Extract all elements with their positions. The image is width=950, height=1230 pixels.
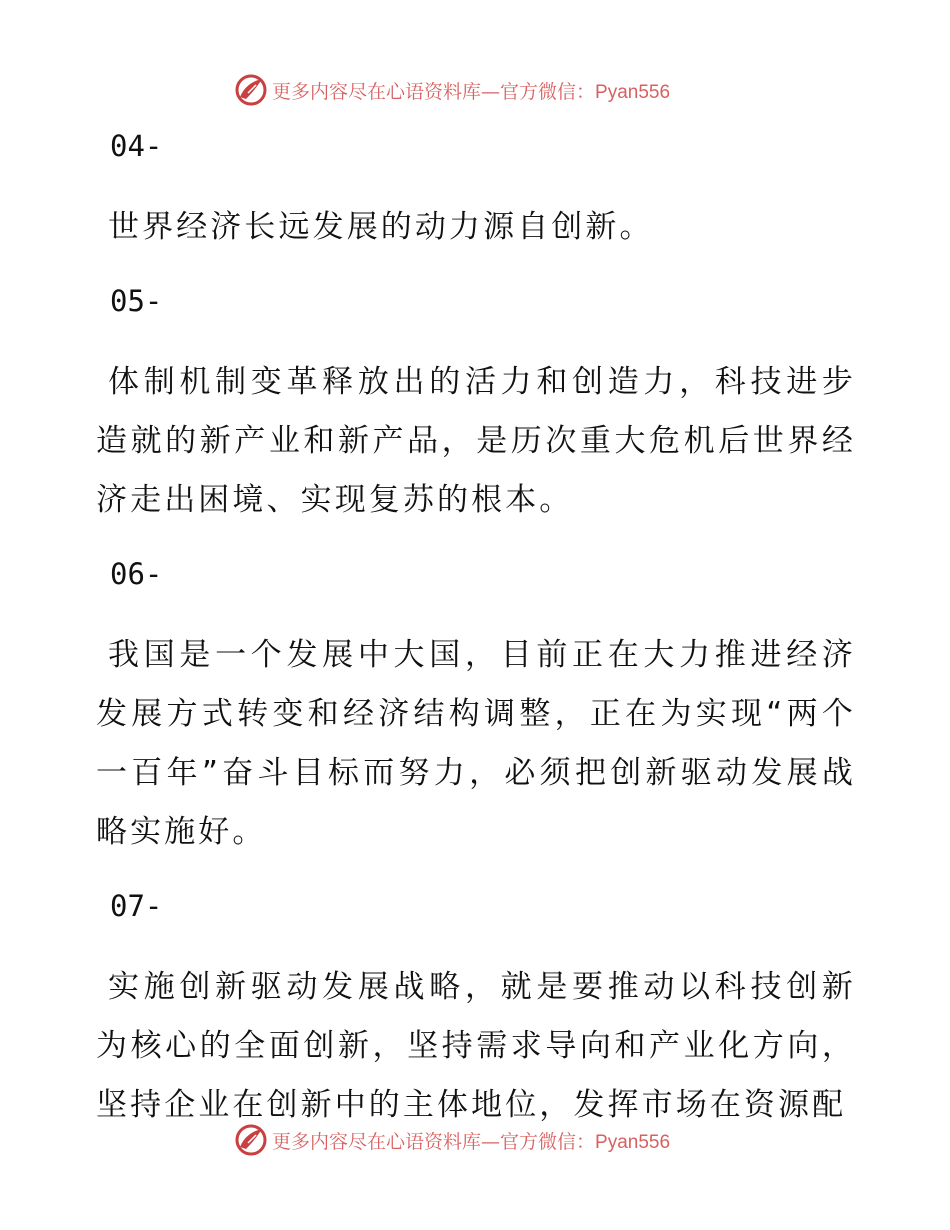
section-number: 07- [110,889,163,923]
section-paragraph: 体制机制变革释放出的活力和创造力，科技进步造就的新产业和新产品，是历次重大危机后世界经济走出困境、实现复苏的根本。 [96,364,856,518]
document-body [96,122,856,1155]
watermark-text: 更多内容尽在心语资料库—官方微信：Pyan556 [272,1130,671,1153]
section-paragraph: 世界经济长远发展的动力源自创新。 [108,209,654,245]
watermark-account: Pyan556 [595,1131,671,1153]
section-number: 05- [110,284,163,318]
section-number: 04- [110,129,163,163]
section-paragraph: 实施创新驱动发展战略，就是要推动以科技创新为核心的全面创新，坚持需求导向和产业化方向，坚持企业在创新中的主体地位，发挥市场在资源配 [96,969,856,1123]
header-watermark [234,70,670,110]
pen-nib-logo-icon [234,73,268,107]
footer-watermark [234,1120,670,1160]
section-number: 06- [110,557,163,591]
pen-nib-logo-icon [234,1123,268,1157]
watermark-account: Pyan556 [595,81,671,103]
section-paragraph: 我国是一个发展中大国，目前正在大力推进经济发展方式转变和经济结构调整，正在为实现“两个一百年”奋斗目标而努力，必须把创新驱动发展战略实施好。 [96,637,856,850]
watermark-text: 更多内容尽在心语资料库—官方微信：Pyan556 [272,80,671,103]
